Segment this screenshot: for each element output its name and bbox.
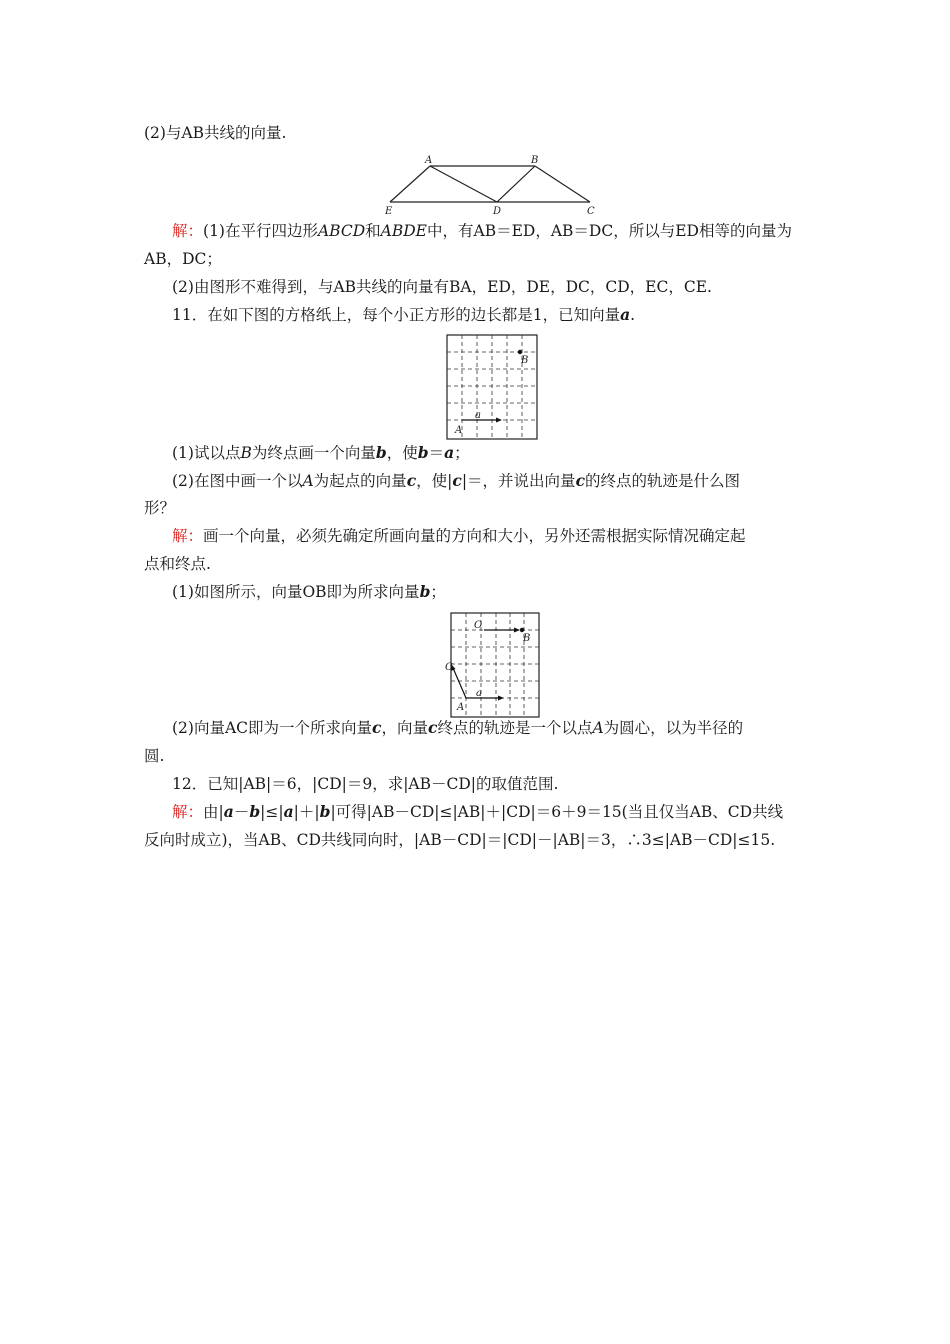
label-a: a: [475, 410, 481, 421]
text-line: (2)与AB共线的向量.: [144, 124, 287, 142]
text-line: (2)在图中画一个以A为起点的向量c，使|c|＝，并说出向量c的终点的轨迹是什么图: [172, 471, 741, 490]
question-11: 11．在如下图的方格纸上，每个小正方形的边长都是1，已知向量a.: [172, 305, 636, 324]
text-line: (1)如图所示，向量OB即为所求向量b；: [172, 582, 446, 601]
solution-label: 解：: [172, 803, 204, 821]
text-line: 形？: [144, 499, 176, 517]
text-line: (2)由图形不难得到，与AB共线的向量有BA，ED，DE，DC，CD，EC，CE.: [172, 278, 712, 296]
grid-figure-2: [446, 612, 540, 718]
text-line: (2)向量AC即为一个所求向量c，向量c终点的轨迹是一个以点A为圆心，以为半径的: [172, 718, 744, 737]
text-line: AB，DC；: [144, 250, 222, 268]
label-A: A: [455, 425, 463, 436]
text-line: 反向时成立)，当AB、CD共线同向时，|AB－CD|＝|CD|－|AB|＝3，∴3≤|AB－CD|≤15.: [144, 831, 776, 849]
label-D: D: [493, 206, 502, 217]
text-line: 解：(1)在平行四边形ABCD和ABDE中，有AB＝ED，AB＝DC，所以与ED相等的向量为: [172, 222, 792, 240]
solution-label: 解：: [172, 527, 204, 545]
label-A: A: [425, 155, 433, 166]
grid-figure-1: [446, 334, 538, 440]
text-line: 圆.: [144, 747, 165, 765]
label-B: B: [531, 155, 539, 166]
text-line: (1)试以点B为终点画一个向量b，使b＝a；: [172, 443, 470, 462]
label-O: O: [474, 620, 483, 631]
label-C: C: [587, 206, 595, 217]
label-A: A: [457, 702, 465, 713]
label-C: C: [445, 662, 453, 673]
solution-label: 解：: [172, 222, 204, 240]
label-a: a: [476, 688, 482, 699]
text-line: 点和终点.: [144, 555, 211, 573]
label-E: E: [385, 206, 393, 217]
text-line: 解：画一个向量，必须先确定所画向量的方向和大小，另外还需根据实际情况确定起: [172, 527, 746, 545]
trapezoid-figure: [380, 152, 605, 218]
label-B: B: [521, 355, 529, 366]
question-12: 12．已知|AB|＝6，|CD|＝9，求|AB－CD|的取值范围.: [172, 775, 559, 793]
text-line: 解：由|a－b|≤|a|＋|b|可得|AB－CD|≤|AB|＋|CD|＝6＋9＝15(当且仅当AB、CD共线: [172, 802, 784, 821]
label-B: B: [523, 633, 531, 644]
